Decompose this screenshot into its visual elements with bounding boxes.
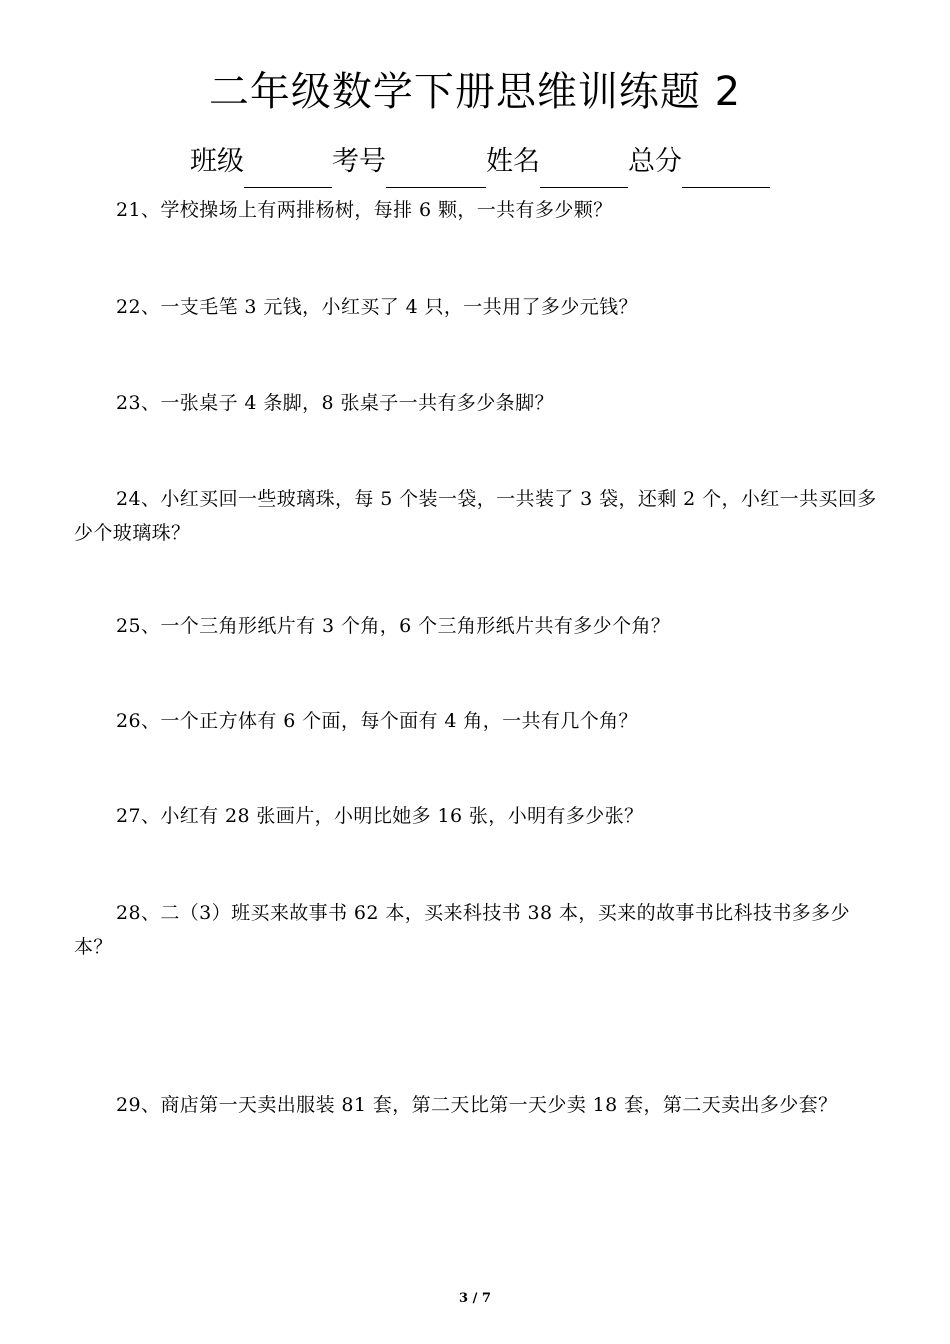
exam-no-label: 考号 [332,146,386,177]
question-28: 28、二（3）班买来故事书 62 本，买来科技书 38 本，买来的故事书比科技书多多少本？ [74,902,850,958]
question-29: 29、商店第一天卖出服装 81 套，第二天比第一天少卖 18 套，第二天卖出多少套？ [116,1094,838,1116]
exam-no-blank[interactable] [386,143,486,188]
question-22: 22、一支毛笔 3 元钱，小红买了 4 只，一共用了多少元钱？ [116,296,638,318]
name-label: 姓名 [486,146,540,177]
page-title: 二年级数学下册思维训练题 2 [208,69,742,115]
question-21: 21、学校操场上有两排杨树，每排 6 颗，一共有多少颗？ [116,199,613,221]
name-blank[interactable] [540,143,628,188]
student-info-row [190,138,770,188]
page-indicator: 3 / 7 [459,1291,491,1306]
class-blank[interactable] [244,143,332,188]
score-blank[interactable] [682,143,770,188]
question-25: 25、一个三角形纸片有 3 个角，6 个三角形纸片共有多少个角？ [116,615,671,637]
score-label: 总分 [628,146,682,177]
question-23: 23、一张桌子 4 条脚，8 张桌子一共有多少条脚？ [116,392,554,414]
question-26: 26、一个正方体有 6 个面，每个面有 4 角，一共有几个角？ [116,710,638,732]
question-27: 27、小红有 28 张画片，小明比她多 16 张，小明有多少张？ [116,805,644,827]
class-label: 班级 [190,146,244,177]
question-24: 24、小红买回一些玻璃珠，每 5 个装一袋，一共装了 3 袋，还剩 2 个，小红一共买回多少个玻璃珠？ [74,488,877,544]
